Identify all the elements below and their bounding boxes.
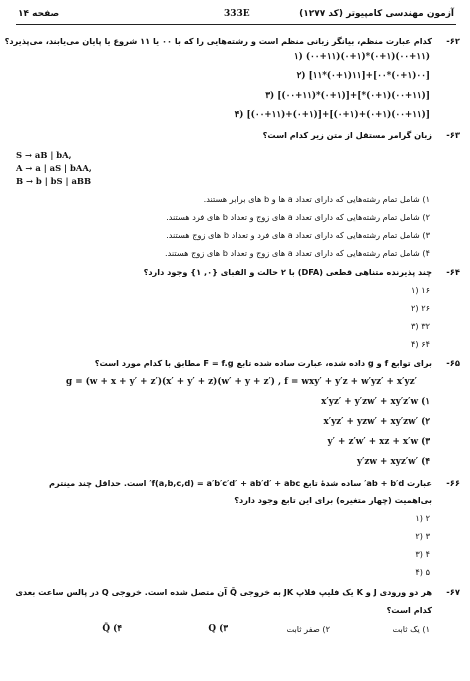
question-number: -۶۲	[446, 36, 460, 46]
question-text-cont: کدام است؟	[386, 605, 432, 615]
option-1: (۰۰+۱۱)(۰+۱)*(۰+۱)(۰۰+۱۱) (۱	[293, 52, 430, 62]
question-number: -۶۳	[446, 130, 460, 140]
question-text: برای توابع f و g داده شده، عبارت ساده شده تابع F = f.g مطابق با کدام مورد است؟	[94, 358, 432, 368]
option-3: ۳۲ (۳	[411, 321, 430, 331]
option-4: Q̄ (۴	[102, 624, 122, 634]
option-4: ۵ (۴	[415, 567, 430, 577]
option-3: [(۰۰+۱۱)(۰+۱)*]+[(۰+۱)*(۰۰+۱۱)] (۳	[265, 91, 430, 101]
option-1: ۱) شامل تمام رشته‌هایی که دارای تعداد a ها و b های برابر هستند.	[203, 194, 430, 204]
option-3: Q (۳	[208, 624, 228, 634]
option-2: ۳ (۲	[415, 531, 430, 541]
question-text: کدام عبارت منظم، بیانگر زبانی منظم است و رشته‌هایی را که با ۰۰ یا ۱۱ شروع یا پایان می‌یابند، می‌پذیرد؟	[4, 36, 432, 46]
option-2: [۰۰(۰+۱)*۰۰]+[۱۱(۰+۱)*۱۱] (۲	[296, 71, 430, 81]
question-number: -۶۴	[446, 267, 460, 277]
grammar-rule: B → b | bS | aBB	[16, 176, 92, 186]
question-text-cont: بی‌اهمیت (چهار متغیره) برای این تابع وجود دارد؟	[234, 495, 432, 505]
question-number: -۶۷	[446, 587, 460, 597]
option-3: ۴ (۳	[415, 549, 430, 559]
option-1: x′yz′ + y′zw′ + xy′z′w (۱	[321, 397, 430, 407]
page-number: صفحه ۱۴	[18, 9, 60, 19]
question-text: زبان گرامر مستقل از متن زیر کدام است؟	[262, 130, 432, 140]
option-2: x′yz′ + yzw′ + xy′zw′ (۲	[323, 417, 430, 427]
question-number: -۶۵	[446, 358, 460, 368]
option-1: ۲ (۱	[415, 513, 430, 523]
option-2: ۲۶ (۲	[411, 303, 430, 313]
option-1: ۱) یک ثابت	[392, 624, 430, 634]
option-4: [(۰۰+۱۱)(۰+۱)+(۰+۱)]+[(۰+۱)+(۰۰+۱۱)] (۴	[234, 110, 430, 120]
header-divider	[16, 24, 456, 25]
question-text: چند پذیرنده متناهی قطعی (DFA) با ۲ حالت و الفبای {۰, ۱} وجود دارد؟	[143, 267, 432, 277]
option-4: y′zw + xyz′w′ (۴	[356, 457, 430, 467]
grammar-rule: S → aB | bA,	[16, 150, 72, 160]
option-2: ۲) صفر ثابت	[286, 624, 330, 634]
option-4: ۶۴ (۴	[411, 339, 430, 349]
question-number: -۶۶	[446, 478, 460, 488]
exam-code: 333E	[224, 9, 250, 19]
question-text: هر دو ورودی J و K یک فلیپ فلاپ JK به خروجی Q̄ آن متصل شده است. خروجی Q در پالس ساعت بعدی	[15, 587, 432, 597]
option-3: ۳) شامل تمام رشته‌هایی که دارای تعداد a های فرد و تعداد b های زوج هستند.	[166, 230, 430, 240]
option-2: ۲) شامل تمام رشته‌هایی که دارای تعداد a های زوج و تعداد b های فرد هستند.	[166, 212, 430, 222]
question-text: عبارت ab + b′d′ ساده شدهٔ تابع f(a,b,c,d) = a′b′c′d′ + ab′d′ + abc′ است. حداقل چند مینترم	[49, 478, 432, 488]
option-3: y′ + z′w′ + xz + x′w (۳	[327, 437, 430, 447]
given-functions: g = (w + x + y′ + z′)(x′ + y′ + z)(w′ + y + z′) , f = wxy′ + y′z + w′yz′ + x′yz′	[66, 377, 417, 387]
option-4: ۴) شامل تمام رشته‌هایی که دارای تعداد a های زوج و تعداد b های زوج هستند.	[165, 248, 430, 258]
exam-title: آزمون مهندسی کامپیوتر (کد ۱۲۷۷)	[299, 9, 454, 19]
option-1: ۱۶ (۱	[411, 285, 430, 295]
grammar-rule: A → a | aS | bAA,	[16, 163, 92, 173]
